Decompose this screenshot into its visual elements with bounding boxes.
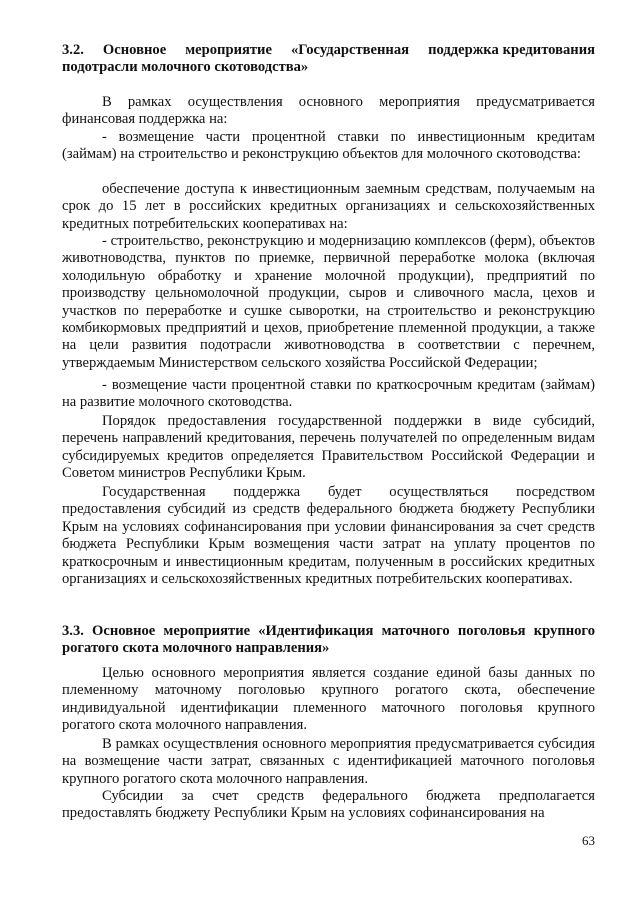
paragraph: обеспечение доступа к инвестиционным заемным средствам, получаемым на срок до 15 лет в российских кредитных организациях и сельскохозяйственных кредитных потребительских кооперативах на: <box>62 181 595 232</box>
paragraph: Порядок предоставления государственной поддержки в виде субсидий, перечень направлений кредитования, перечень получателей по определенным видам субсидируемых кредитов определяется Правительством Российской Федерации и Советом министров Республики Крым. <box>62 413 595 482</box>
paragraph: - возмещение части процентной ставки по инвестиционным кредитам (займам) на строительство и реконструкцию объектов для молочного скотоводства: <box>62 129 595 163</box>
page-number: 63 <box>582 833 595 848</box>
section-heading-3-3: 3.3. Основное мероприятие «Идентификация маточного поголовья крупного рогатого скота молочного направления» <box>62 623 595 657</box>
paragraph: Целью основного мероприятия является создание единой базы данных по племенному маточному поголовью крупного рогатого скота, обеспечение индивидуальной идентификации племенного маточного поголовья крупного рогатого скота молочного направления. <box>62 665 595 734</box>
paragraph: - возмещение части процентной ставки по краткосрочным кредитам (займам) на развитие молочного скотоводства. <box>62 377 595 411</box>
paragraph: Государственная поддержка будет осуществляться посредством предоставления субсидий из средств федерального бюджета бюджету Республики Крым на условиях софинансирования при условии финансирования за счет средств бюджета Республики Крым возмещения части затрат на уплату процентов по краткосрочным и инвестиционным кредитам, полученным в российских кредитных организациях и сельскохозяйственных кредитных потребительских кооперативах. <box>62 484 595 588</box>
paragraph: - строительство, реконструкцию и модернизацию комплексов (ферм), объектов животноводства, пунктов по приемке, первичной переработке молока (включая холодильную обработку и хранение молочной продукции), предприятий по производству цельномолочной продукции, сыров и сливочного масла, цехов и участков по переработке и сушке сыворотки, на строительство и реконструкцию комбикормовых предприятий и цехов, приобретение племенной продукции, а также на цели развития подотрасли животноводства в соответствии с перечнем, утверждаемым Министерством сельского хозяйства Российской Федерации; <box>62 233 595 371</box>
paragraph: В рамках осуществления основного мероприятия предусматривается субсидия на возмещение части затрат, связанных с идентификацией маточного поголовья крупного рогатого скота молочного направления. <box>62 736 595 787</box>
paragraph: Субсидии за счет средств федерального бюджета предполагается предоставлять бюджету Республики Крым на условиях софинансирования на <box>62 788 595 822</box>
paragraph: В рамках осуществления основного мероприятия предусматривается финансовая поддержка на: <box>62 94 595 128</box>
section-heading-3-2: 3.2. Основное мероприятие «Государственная поддержка кредитования подотрасли молочного скотоводства» <box>62 42 595 76</box>
